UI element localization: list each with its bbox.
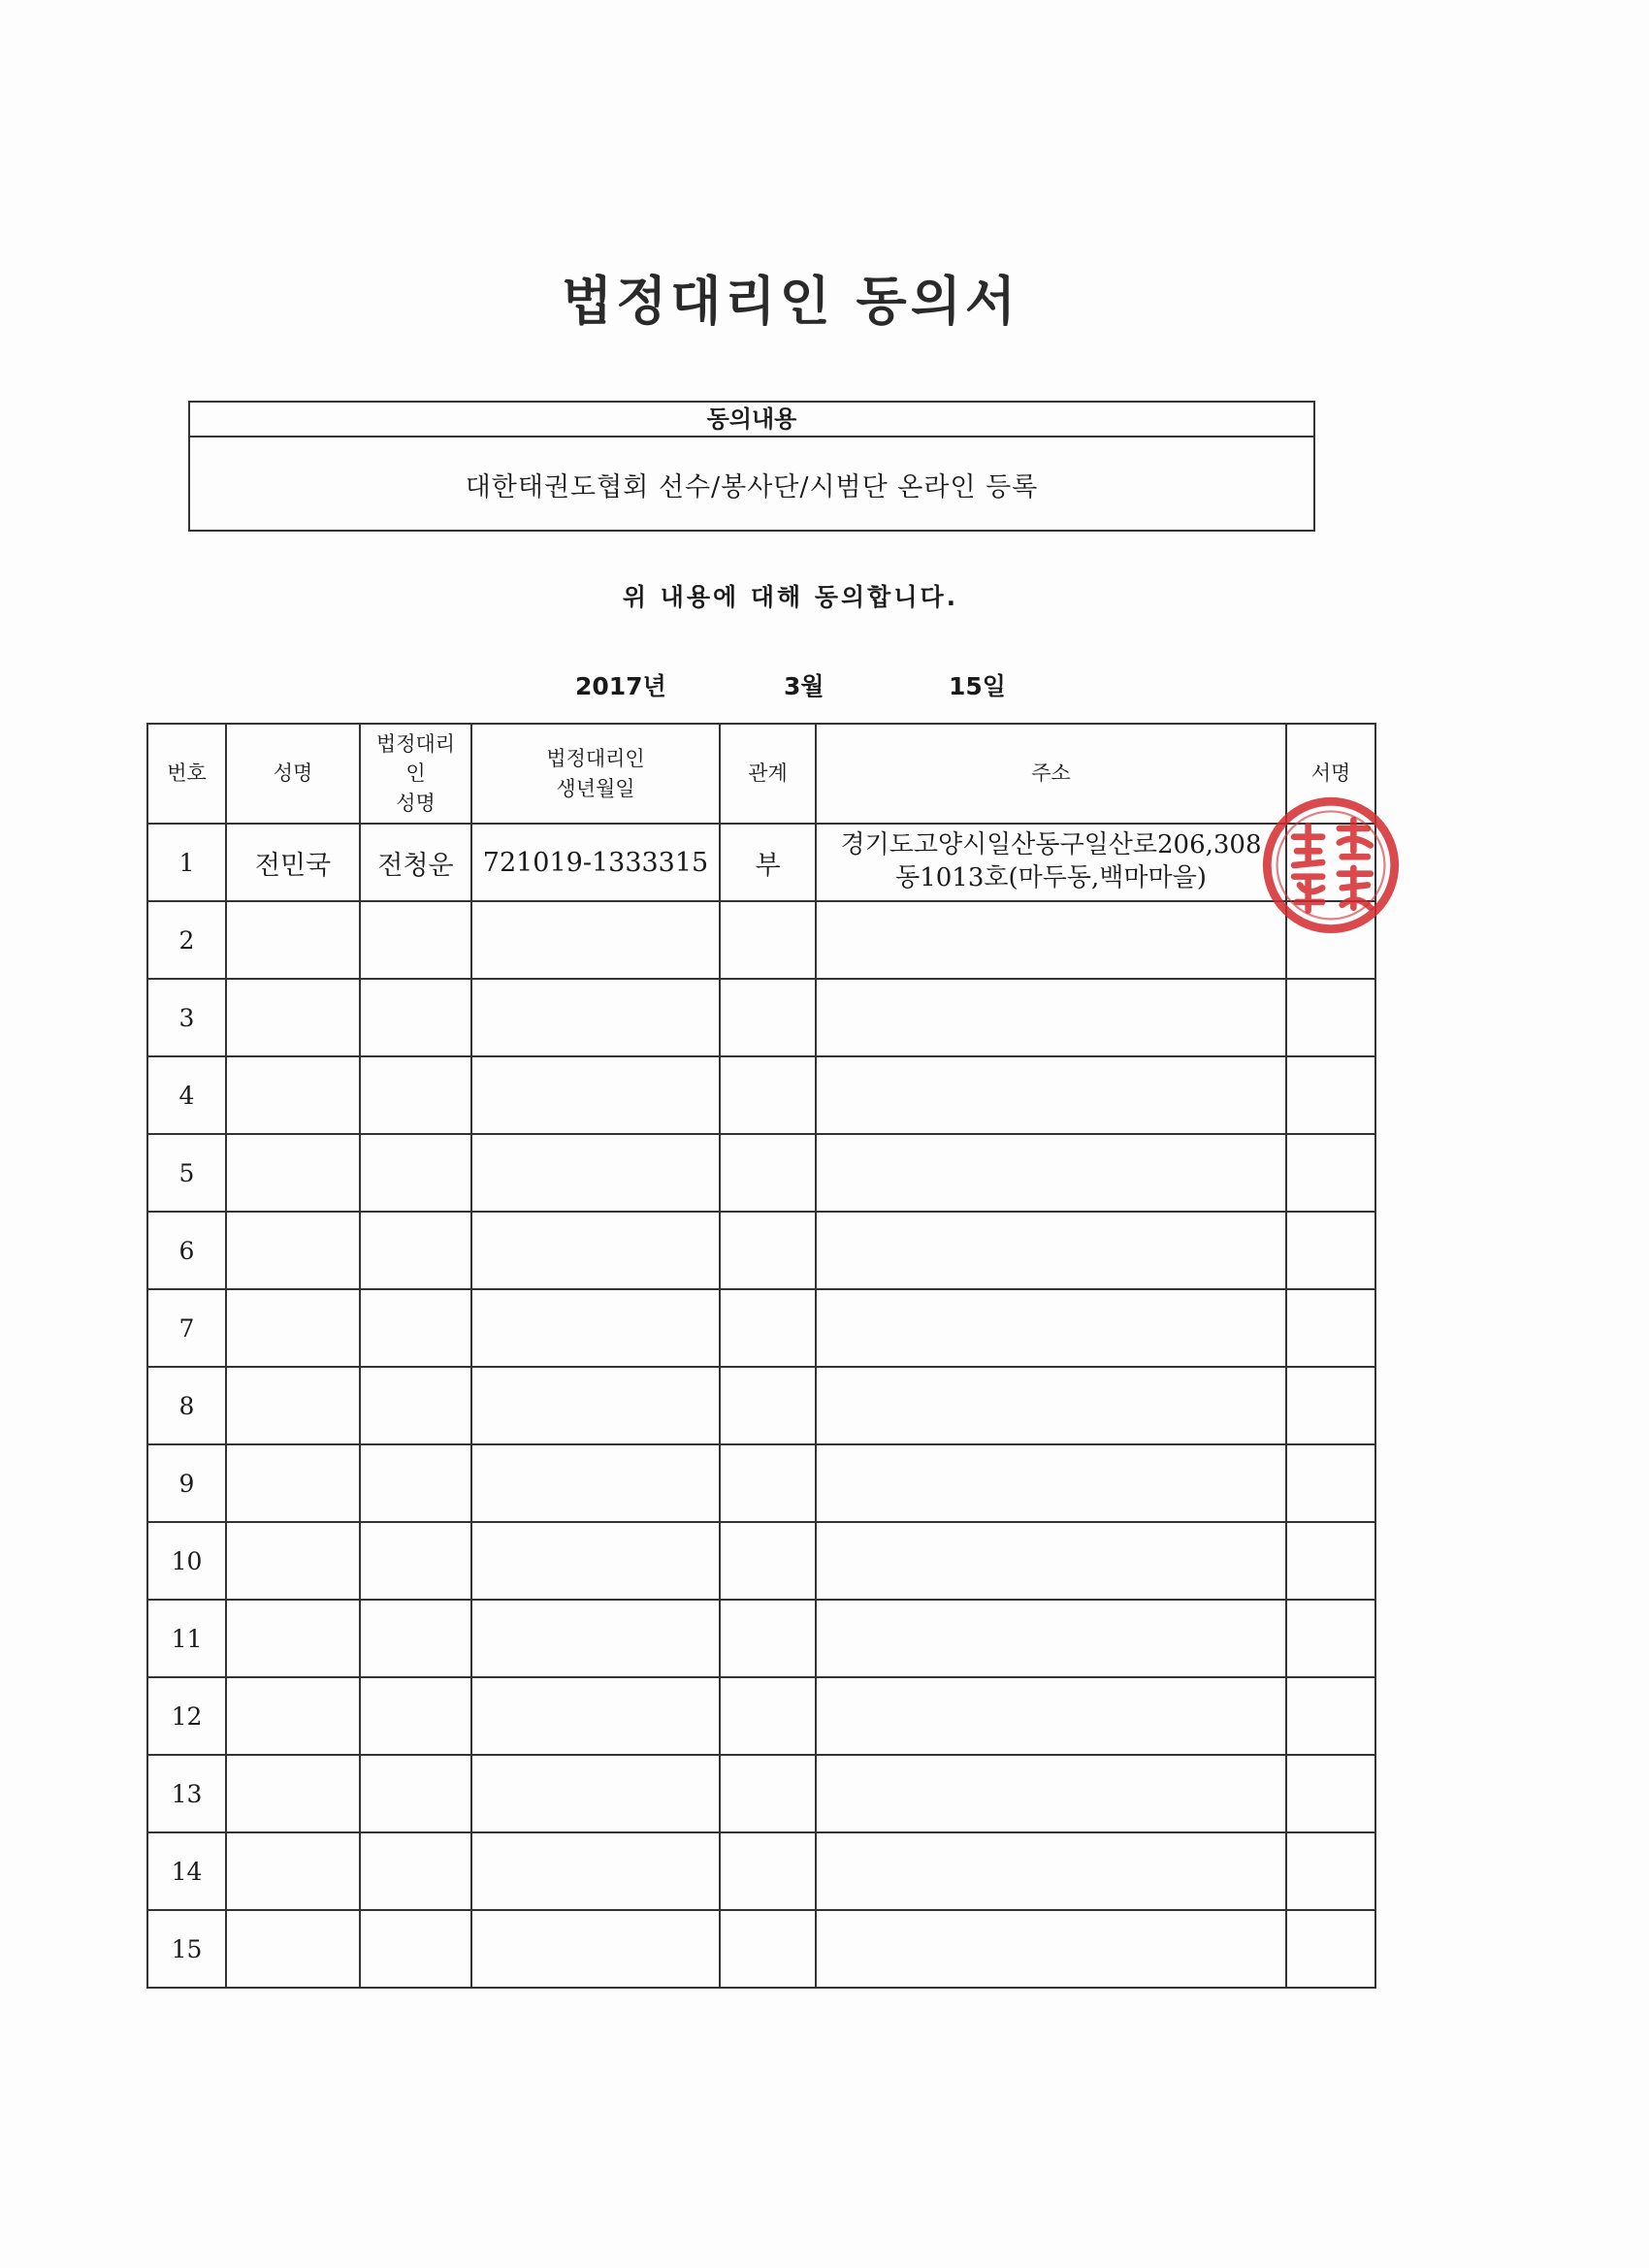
- table-header-row: [147, 724, 1375, 824]
- header-guardian-name-line: 법정대리: [375, 731, 456, 756]
- row-relation: 부: [720, 824, 816, 901]
- row-guardian-birth: [471, 1522, 720, 1600]
- consent-content: 대한태권도협회 선수/봉사단/시범단 온라인 등록: [465, 472, 1039, 502]
- date-year: 2017년: [575, 672, 666, 700]
- row-relation: [720, 1755, 816, 1832]
- row-relation: [720, 1677, 816, 1755]
- row-number: 12: [147, 1677, 226, 1755]
- row-guardian-name: [360, 1600, 471, 1677]
- row-signature: [1286, 1134, 1375, 1212]
- row-name: [226, 1522, 360, 1600]
- row-signature: [1286, 1677, 1375, 1755]
- row-address: [816, 824, 1286, 901]
- row-name: [226, 1677, 360, 1755]
- row-guardian-name: [360, 1444, 471, 1522]
- row-name: [226, 1289, 360, 1367]
- row-relation: [720, 1367, 816, 1444]
- date-month: 3월: [784, 672, 824, 700]
- row-number: 9: [147, 1444, 226, 1522]
- row-number: 2: [147, 901, 226, 979]
- row-address: [816, 1522, 1286, 1600]
- row-guardian-birth: [471, 1444, 720, 1522]
- row-address: [816, 1056, 1286, 1134]
- table-row: [147, 1134, 1375, 1212]
- row-name: [226, 1367, 360, 1444]
- row-number: 3: [147, 979, 226, 1056]
- row-address: [816, 1289, 1286, 1367]
- table-row: [147, 1600, 1375, 1677]
- table-row: [147, 1212, 1375, 1289]
- header-guardian-birth-line: 법정대리인: [546, 747, 645, 771]
- row-guardian-birth: [471, 1367, 720, 1444]
- header-relation: 관계: [720, 724, 816, 824]
- row-relation: [720, 1522, 816, 1600]
- row-guardian-birth: [471, 1910, 720, 1988]
- row-address: [816, 1677, 1286, 1755]
- row-signature: [1286, 1522, 1375, 1600]
- row-name: [226, 1600, 360, 1677]
- row-number: 13: [147, 1755, 226, 1832]
- table-row: [147, 1832, 1375, 1910]
- row-number: 1: [147, 824, 226, 901]
- row-address: [816, 1212, 1286, 1289]
- row-number: 11: [147, 1600, 226, 1677]
- row-guardian-birth: [471, 1755, 720, 1832]
- row-address: [816, 901, 1286, 979]
- row-address: [816, 1134, 1286, 1212]
- row-name: [226, 1212, 360, 1289]
- row-number: 5: [147, 1134, 226, 1212]
- row-signature: [1286, 1367, 1375, 1444]
- table-row: [147, 1056, 1375, 1134]
- row-address: [816, 1832, 1286, 1910]
- document-title: 법정대리인 동의서: [561, 271, 1020, 332]
- row-guardian-name: [360, 901, 471, 979]
- row-signature: [1286, 1289, 1375, 1367]
- row-number: 8: [147, 1367, 226, 1444]
- row-relation: [720, 1134, 816, 1212]
- row-guardian-name: [360, 1832, 471, 1910]
- row-guardian-birth: [471, 979, 720, 1056]
- row-address: [816, 1755, 1286, 1832]
- row-number: 4: [147, 1056, 226, 1134]
- row-guardian-birth: [471, 901, 720, 979]
- header-name: 성명: [226, 724, 360, 824]
- row-guardian-birth: 721019-1333315: [471, 824, 720, 901]
- table-row: [147, 901, 1375, 979]
- row-name: [226, 1444, 360, 1522]
- header-guardian-birth-line: 생년월일: [556, 776, 635, 800]
- row-guardian-name: [360, 1367, 471, 1444]
- row-name: [226, 1134, 360, 1212]
- row-address: [816, 979, 1286, 1056]
- row-number: 6: [147, 1212, 226, 1289]
- row-guardian-name: [360, 1212, 471, 1289]
- header-guardian-name-line: 인: [405, 761, 426, 786]
- row-signature: [1286, 1755, 1375, 1832]
- row-guardian-birth: [471, 1832, 720, 1910]
- row-signature: [1286, 1910, 1375, 1988]
- row-name: [226, 901, 360, 979]
- row-number: 14: [147, 1832, 226, 1910]
- row-signature: [1286, 901, 1375, 979]
- row-guardian-name: [360, 1522, 471, 1600]
- row-guardian-birth: [471, 1289, 720, 1367]
- table-row: [147, 1755, 1375, 1832]
- row-relation: [720, 1056, 816, 1134]
- table-row: [147, 1910, 1375, 1988]
- row-relation: [720, 1444, 816, 1522]
- row-relation: [720, 1600, 816, 1677]
- row-guardian-name: [360, 1134, 471, 1212]
- row-address-line: 동1013호(마두동,백마마을): [895, 863, 1207, 892]
- row-guardian-name: [360, 1289, 471, 1367]
- row-number: 10: [147, 1522, 226, 1600]
- row-address: [816, 1444, 1286, 1522]
- header-signature: 서명: [1286, 724, 1375, 824]
- row-name: [226, 1910, 360, 1988]
- row-relation: [720, 1289, 816, 1367]
- row-relation: [720, 1832, 816, 1910]
- row-signature: [1286, 1600, 1375, 1677]
- row-address: [816, 1367, 1286, 1444]
- row-number: 7: [147, 1289, 226, 1367]
- header-guardian-name-line: 성명: [396, 791, 436, 815]
- row-address-line: 경기도고양시일산동구일산로206,308: [840, 830, 1262, 860]
- row-guardian-name: [360, 1910, 471, 1988]
- table-row: [147, 979, 1375, 1056]
- row-guardian-birth: [471, 1134, 720, 1212]
- table-row: [147, 1289, 1375, 1367]
- row-name: [226, 1056, 360, 1134]
- row-name: [226, 1755, 360, 1832]
- row-guardian-name: [360, 1056, 471, 1134]
- consent-box: [188, 401, 1315, 532]
- row-guardian-name: 전청운: [360, 824, 471, 901]
- row-name: [226, 1832, 360, 1910]
- table-row: [147, 1367, 1375, 1444]
- seal-glyph: [1294, 826, 1322, 865]
- row-signature: [1286, 824, 1375, 901]
- row-guardian-birth: [471, 1677, 720, 1755]
- seal-glyph: [1340, 820, 1371, 857]
- row-address: [816, 1600, 1286, 1677]
- row-guardian-birth: [471, 1212, 720, 1289]
- row-signature: [1286, 1832, 1375, 1910]
- row-address: [816, 1910, 1286, 1988]
- row-signature: [1286, 1212, 1375, 1289]
- row-signature: [1286, 979, 1375, 1056]
- row-guardian-name: [360, 979, 471, 1056]
- registration-table: [146, 723, 1376, 1989]
- table-row: [147, 1677, 1375, 1755]
- row-relation: [720, 901, 816, 979]
- row-guardian-name: [360, 1755, 471, 1832]
- row-signature: [1286, 1444, 1375, 1522]
- row-relation: [720, 1910, 816, 1988]
- row-guardian-name: [360, 1677, 471, 1755]
- consent-heading: 동의내용: [190, 403, 1313, 437]
- agreement-statement: 위 내용에 대해 동의합니다.: [622, 583, 959, 611]
- row-guardian-birth: [471, 1056, 720, 1134]
- table-row: [147, 824, 1375, 901]
- row-number: 15: [147, 1910, 226, 1988]
- row-relation: [720, 1212, 816, 1289]
- header-guardian-name: [360, 724, 471, 824]
- header-address: 주소: [816, 724, 1286, 824]
- row-name: [226, 979, 360, 1056]
- table-row: [147, 1444, 1375, 1522]
- row-name: 전민국: [226, 824, 360, 901]
- row-signature: [1286, 1056, 1375, 1134]
- header-no: 번호: [147, 724, 226, 824]
- row-guardian-birth: [471, 1600, 720, 1677]
- table-row: [147, 1522, 1375, 1600]
- date-day: 15일: [949, 672, 1006, 700]
- row-relation: [720, 979, 816, 1056]
- header-guardian-birth: [471, 724, 720, 824]
